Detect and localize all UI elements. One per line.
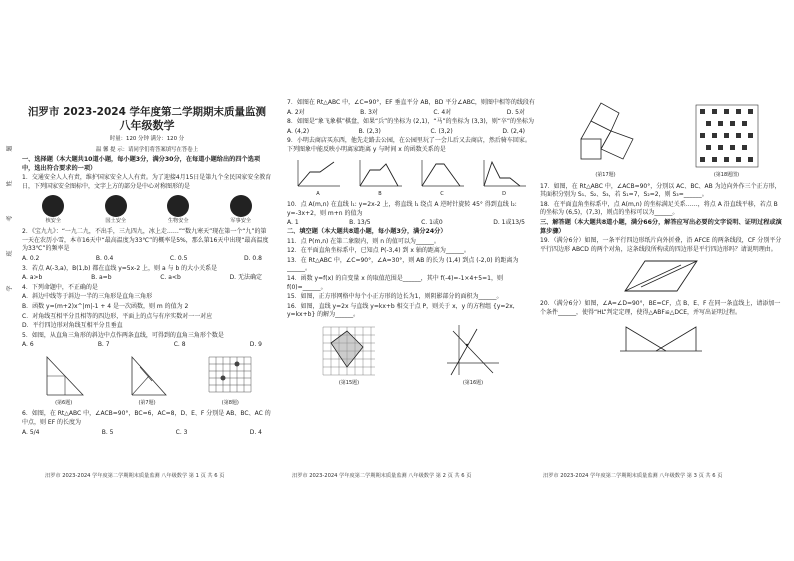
graph-option-b: B xyxy=(356,158,404,199)
land-security-icon: 国土安全 xyxy=(105,195,127,226)
page-2-footer: 汨罗市 2023-2024 学年度第二学期期末质量监测 八年级数学 第 2 页 共 6 页 xyxy=(292,473,472,479)
question-11: 11．点 P(m,n) 在第二象限内，则 n 的值可以为______。 xyxy=(287,237,440,245)
question-15: 15．如图，正方形网格中每个小正方形的边长为1，则阴影部分的面积为______。 xyxy=(287,293,503,301)
question-3-options: A. a>b B. a=b C. a<b D. 无法确定 xyxy=(22,274,262,282)
military-security-icon: 军事安全 xyxy=(230,195,252,226)
graph-option-c: C xyxy=(418,158,466,199)
exam-page-1 xyxy=(22,98,272,468)
question-5: 5．如图，从直角三角形的斜边中点作两条直线，可得到的直角三角形个数是 xyxy=(22,331,224,339)
figure-q19-parallelogram-row xyxy=(540,257,782,297)
biosafety-icon: 生物安全 xyxy=(167,195,189,226)
exam-subject: 八年级数学 xyxy=(119,119,175,132)
question-4-option-c: C．对角线互相平分且相等的四边形，平面上的点与有序实数对一一对应 xyxy=(22,312,213,320)
strip-char: 考 xyxy=(6,215,14,222)
question-16: 16．如图，直线 y=2x 与直线 y=kx+b 相交于点 P，则关于 x，y 的方程组 {y=2x, y=kx+b} 的解为______。 xyxy=(287,302,515,319)
question-2: 2．《宝九九》：“一九二九，不出手，三九四九，冰上走……”“数九寒天”现在第一个“九”的第一天在农历小雪，本市16天中“最高温度为33℃”的概率是5%，那么第16天中出现“最高温度为33℃”的频率是 xyxy=(22,228,269,253)
figure-q7: (第7题) xyxy=(122,353,172,408)
question-6: 6．如图，在 Rt△ABC 中，∠ACB=90°，BC=6，AC=8，D、E、F 分别是 AB、BC、AC 的中点，则 EF 的长度为 xyxy=(22,410,271,427)
question-4-option-b: B．函数 y=(m+2)x^|m|-1 + 4 是一次函数，则 m 的值为 2 xyxy=(22,302,189,310)
graph-option-a: A xyxy=(294,158,342,199)
question-17: 17．如图，在 Rt△ABC 中，∠ACB=90°，分别以 AC、BC、AB 为边向外作三个正方形，其面积分别为 S₁、S₂、S₃，若 S₁=7，S₂=2，则 S₃=______。 xyxy=(540,182,781,199)
exam-page-2 xyxy=(287,98,535,468)
figure-q6: (第6题) xyxy=(39,353,89,408)
safety-icons xyxy=(22,195,272,226)
section-1-heading: 一、选择题（本大题共10道小题，每小题3分，满分30分，在每道小题给出的四个选项中，选出符合要求的一项） xyxy=(22,156,261,172)
page-3-footer: 汨罗市 2023-2024 学年度第二学期期末质量监测 八年级数学 第 3 页 共 6 页 xyxy=(543,473,723,479)
question-8-options: A. (4,2) B. (2,3) C. (3,2) D. (2,4) xyxy=(287,127,525,135)
question-13: 13．在 Rt△ABC 中，∠C=90°，∠A=30°，则 AB 的长为 (1,4) 到点 (-2,0) 的距离为______。 xyxy=(287,256,519,273)
graph-option-d: D xyxy=(480,158,528,199)
binding-strip xyxy=(2,140,16,440)
strip-char: 姓 xyxy=(6,180,14,187)
nuclear-safety-icon: 核安全 xyxy=(42,195,64,226)
question-19: 19．（满分6分）如图，一条平行四边形纸片向外折叠，沿 AFCE 的两条线段，CF 分别平分平行四边形 ABCD 的两个对角，这条线段所构成的四边形是平行四边形吗？请说明理由。 xyxy=(540,237,782,253)
question-7: 7．如图在 Rt△ABC 中，∠C=90°，EF 垂直平分 AB，BD 平分∠ABC，则图中相等的线段有 xyxy=(287,99,535,106)
question-4-option-d: D．平行四边形对角线互相平分且垂直 xyxy=(22,322,123,330)
page3-figures xyxy=(540,101,782,180)
exam-page-3 xyxy=(540,98,782,468)
exam-title: 汨罗市 2023-2024 学年度第二学期期末质量监测 xyxy=(27,106,267,118)
question-3: 3．若点 A(-3,a)，B(1,b) 都在直线 y=5x-2 上，则 a 与 b 的大小关系是 xyxy=(22,264,218,272)
question-4: 4．下列命题中，不正确的是 xyxy=(22,283,98,291)
figure-q19-parallelogram xyxy=(621,257,701,297)
question-7-options: A. 2对 B. 3对 C. 4对 D. 5对 xyxy=(287,108,525,116)
strip-char: 题 xyxy=(6,145,14,152)
section-3-heading: 三、解答题（本大题共8道小题，满分66分，解答应写出必要的文字说明、证明过程或演算步骤） xyxy=(540,218,782,235)
figure-q17-squares: (第17题) xyxy=(561,101,651,180)
question-18: 18．在平面直角坐标系中，点 A(m,n) 的坐标满足关系……，将点 A 沿直线平移，若点 B 的坐标为 (6,5)，(7,3)，则点的坐标可以为______。 xyxy=(540,200,778,217)
question-9: 9．小明去商店买东西，他先走路去公园，在公园里玩了一会儿后又去商店，然后骑车回家。下列图象中能反映小明离家距离 y 与时间 x 的函数关系的是 xyxy=(287,137,531,153)
question-10: 10．点 A(m,n) 在直线 l₁: y=2x-2 上，将直线 l₁ 绕点 A 逆时针旋转 45° 得到直线 l₂: y=-3x+2，则 m+n 的值为 xyxy=(287,201,517,217)
question-4-option-a: A．斜边中线等于斜边一半的三角形是直角三角形 xyxy=(22,293,153,301)
page2-figures xyxy=(287,323,535,388)
figure-q16-lines: (第16题) xyxy=(443,323,503,388)
figure-q18-grid-pattern: (第18题图) xyxy=(692,101,762,180)
question-14: 14．函数 y=f(x) 的自变量 x 的取值范围是______，其中 f(-4)=-1×4+5=1，则 f(0)=______。 xyxy=(287,274,503,291)
question-2-options: A. 0.2 B. 0.4 C. 0.5 D. 0.8 xyxy=(22,254,262,262)
question-8: 8．如图是“象飞象棋”棋盘，如果“兵”的坐标为 (2,1)，“马”的坐标为 (3,3)，则“卒”的坐标为 xyxy=(287,118,534,126)
figure-q8-chessboard: (第8题) xyxy=(205,353,255,408)
strip-char: 班 xyxy=(6,250,14,257)
strip-char: 学 xyxy=(6,285,14,292)
exam-notice: 温 馨 提 示：请同学们将答案填写在答卷上 xyxy=(95,146,199,153)
question-10-options: A. 1 B. 13/5 C. 1或0 D. 1或13/5 xyxy=(287,219,525,227)
question-5-options: A. 6 B. 7 C. 8 D. 9 xyxy=(22,341,262,349)
page-1-footer: 汨罗市 2023-2024 学年度第二学期期末质量监测 八年级数学 第 1 页 共 6 页 xyxy=(45,473,225,479)
section-2-heading: 二、填空题（本大题共8道小题，每小题3分，满分24分） xyxy=(287,227,447,235)
question-1: 1．交通安全人人有责，维护国家安全人人有责。为了迎接4月15日是第九个全民国家安全教育日，下列国家安全图标中，文字上方的部分是中心对称图形的是 xyxy=(22,174,272,190)
figure-q20-triangles xyxy=(616,321,706,355)
question-9-graphs xyxy=(287,158,535,199)
figure-q15-grid: (第15题) xyxy=(319,323,379,388)
page1-figures xyxy=(22,353,272,408)
figure-q20-row xyxy=(540,321,782,355)
question-12: 12．在平面直角坐标系中，已知点 P(-3,4) 到 x 轴的距离为______。 xyxy=(287,247,470,255)
question-6-options: A. 5/4 B. 5 C. 3 D. 4 xyxy=(22,428,262,436)
exam-meta: 时量：120 分钟 满分：120 分 xyxy=(109,136,185,142)
question-20: 20．（满分6分）如图，∠A=∠D=90°，BE=CF，点 B、E、F 在同一条直线上，请添加一个条件______，使得“HL”判定定理，使得△ABF≌△DCE，并写出证明过程。 xyxy=(540,300,781,316)
